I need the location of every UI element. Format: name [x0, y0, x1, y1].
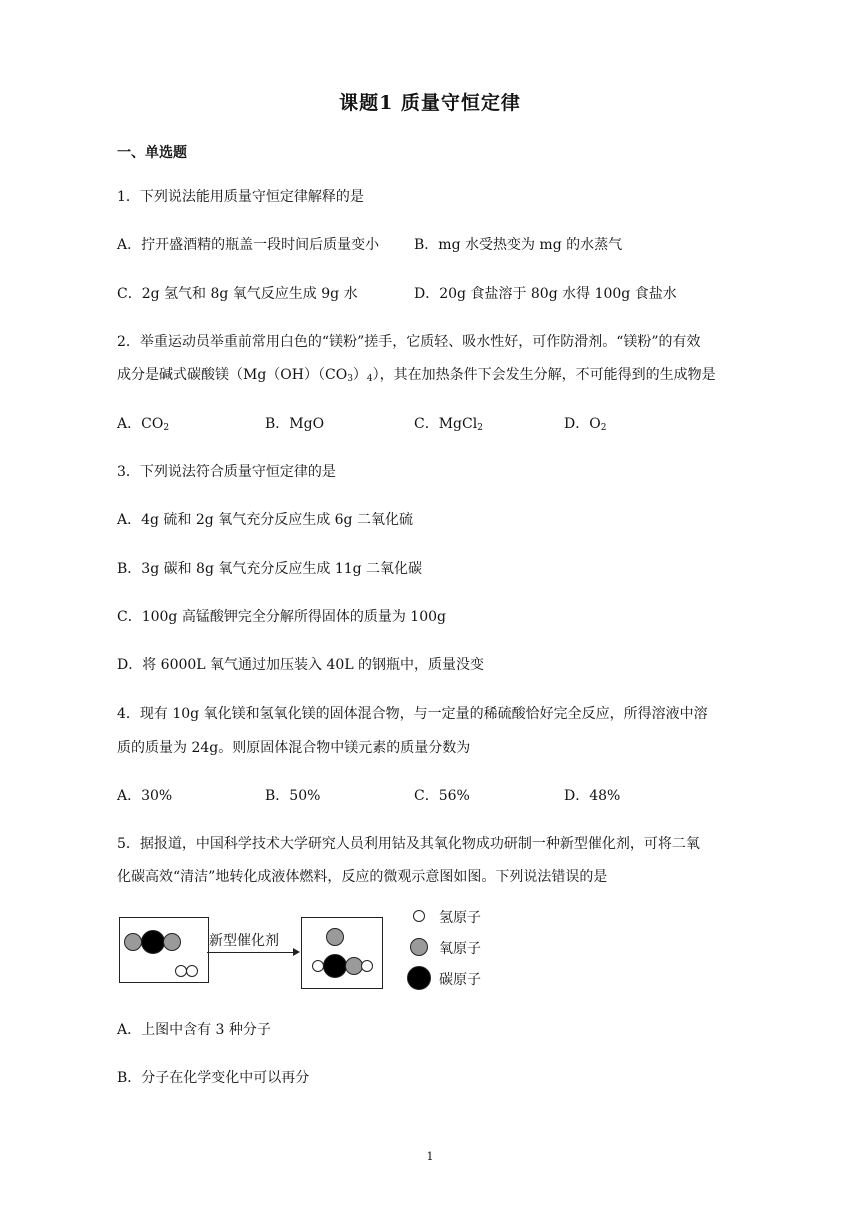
q3-option-a: A．4g 硫和 2g 氧气充分反应生成 6g 二氧化硫 [117, 512, 413, 528]
q4-stem-line2: 质的质量为 24g。则原固体混合物中镁元素的质量分数为 [117, 740, 471, 756]
legend-carbon-icon [407, 966, 431, 990]
q2-option-b: B．MgO [265, 416, 325, 432]
q5-stem-line1: 5．据报道，中国科学技术大学研究人员利用钴及其氧化物成功研制一种新型催化剂，可将二氧 [117, 836, 700, 852]
hydrogen-atom [361, 960, 373, 972]
arrow-label: 新型催化剂 [209, 933, 279, 949]
q1-option-b: B．mg 水受热变为 mg 的水蒸气 [414, 237, 623, 253]
q2-stem-line2: 成分是碱式碳酸镁$(Mg(OH)(CO_3)_4)$，其在加热条件下会发生分解，不可能得到的生成物是 [117, 367, 716, 384]
oxygen-atom [326, 928, 344, 946]
q2-stem-line1: 2．举重运动员举重前常用白色的“镁粉”搓手，它质轻、吸水性好，可作防滑剂。“镁粉”的有效 [117, 334, 701, 350]
arrow-head-icon [293, 948, 300, 956]
product-box [301, 917, 383, 989]
q3-option-d: D．将 6000L 氧气通过加压装入 40L 的钢瓶中，质量没变 [117, 657, 485, 673]
reactant-box [119, 917, 209, 983]
q1-stem: 1．下列说法能用质量守恒定律解释的是 [117, 189, 364, 205]
legend-carbon-label: 碳原子 [439, 972, 481, 988]
q1-option-c: C．2g 氢气和 8g 氧气反应生成 9g 水 [117, 286, 358, 302]
q1-option-d: D．20g 食盐溶于 80g 水得 100g 食盐水 [414, 286, 677, 302]
legend-oxygen-icon [410, 938, 428, 956]
arrow-line [207, 952, 294, 953]
q1-option-a: A．拧开盛酒精的瓶盖一段时间后质量变小 [117, 237, 380, 253]
q5-stem-line2: 化碳高效“清洁”地转化成液体燃料，反应的微观示意图如图。下列说法错误的是 [117, 869, 608, 885]
section-heading: 一、单选题 [117, 145, 187, 161]
q2-option-d: D．$O_2$ [564, 416, 607, 433]
legend-oxygen-label: 氧原子 [439, 941, 481, 957]
legend-hydrogen-label: 氢原子 [439, 910, 481, 926]
reaction-diagram [117, 905, 517, 995]
q4-stem-line1: 4．现有 10g 氧化镁和氢氧化镁的固体混合物，与一定量的稀硫酸恰好完全反应，所得溶液中溶 [117, 706, 708, 722]
q2-option-a: A．$CO_2$ [117, 416, 170, 433]
q5-option-a: A．上图中含有 3 种分子 [117, 1022, 271, 1038]
oxygen-atom [124, 933, 142, 951]
q3-option-c: C．100g 高锰酸钾完全分解所得固体的质量为 100g [117, 609, 446, 625]
page-title: 课题1 质量守恒定律 [339, 92, 521, 114]
carbon-atom [141, 930, 165, 954]
q4-option-b: B．50% [265, 788, 321, 804]
q4-option-c: C．56% [414, 788, 470, 804]
q2-option-c: C．MgCl$_2$ [414, 416, 483, 433]
q3-stem: 3．下列说法符合质量守恒定律的是 [117, 464, 336, 480]
carbon-atom [323, 954, 347, 978]
q4-option-a: A．30% [117, 788, 173, 804]
legend-hydrogen-icon [413, 910, 425, 922]
q3-option-b: B．3g 碳和 8g 氧气充分反应生成 11g 二氧化碳 [117, 561, 423, 577]
q4-option-d: D．48% [564, 788, 621, 804]
page-number: 1 [426, 1150, 434, 1163]
oxygen-atom [163, 933, 181, 951]
hydrogen-atom [186, 965, 198, 977]
q5-option-b: B．分子在化学变化中可以再分 [117, 1070, 310, 1086]
